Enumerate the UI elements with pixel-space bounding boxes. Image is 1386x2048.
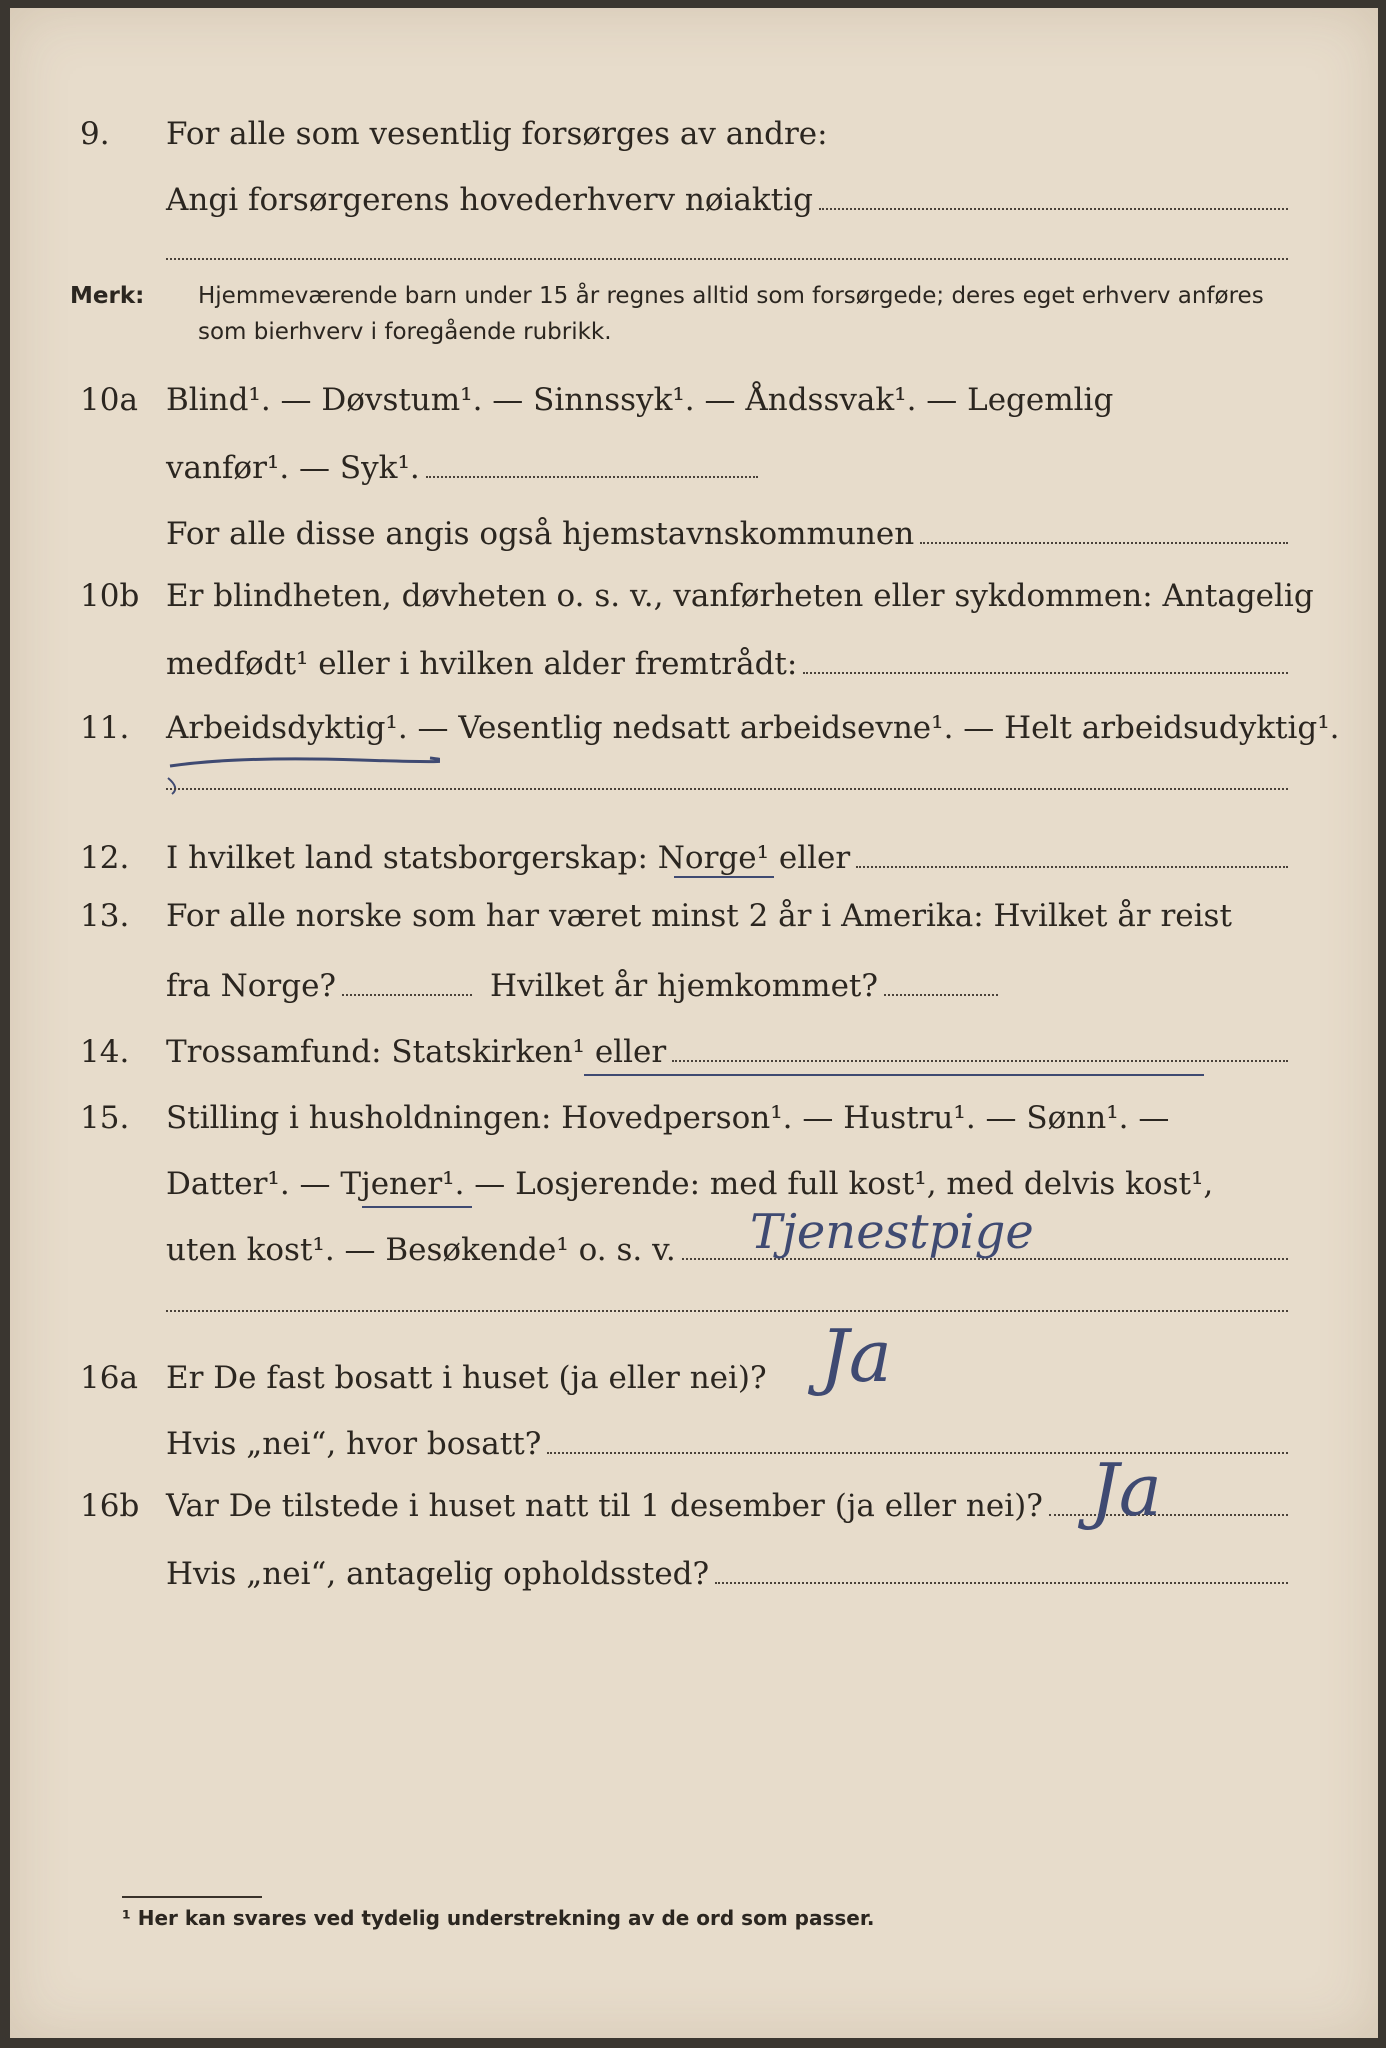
q13-row xyxy=(80,896,1288,936)
q10b-number: 10b xyxy=(80,578,140,614)
q16a-number: 16a xyxy=(80,1360,138,1396)
q15-extra-line[interactable] xyxy=(166,1310,1288,1312)
q10b-row xyxy=(80,576,1314,616)
q10a-text-3: For alle disse angis også hjemstavnskommunen xyxy=(166,516,915,552)
q15-number: 15. xyxy=(80,1100,130,1136)
q12-answer-line[interactable] xyxy=(856,866,1288,868)
q10a-answer-line[interactable] xyxy=(426,476,758,478)
q13-text-2a: fra Norge? xyxy=(166,968,337,1004)
q15-text-2: Datter¹. — Tjener¹. — Losjerende: med full kost¹, med delvis kost¹, xyxy=(166,1166,1214,1202)
q9-row xyxy=(80,114,1288,154)
q9-extra-line[interactable] xyxy=(166,258,1288,260)
q14-answer-line[interactable] xyxy=(672,1060,1288,1062)
q13-text-1: For alle norske som har været minst 2 år i Amerika: Hvilket år reist xyxy=(166,898,1232,934)
q13-reist-line[interactable] xyxy=(342,994,472,996)
q15-row-2 xyxy=(80,1164,1288,1204)
q16a-row xyxy=(80,1358,767,1398)
q15-tjener-underline xyxy=(362,1206,472,1208)
q16b-opholdssted-line[interactable] xyxy=(715,1582,1288,1584)
q13-row-2 xyxy=(80,966,998,1006)
q15-text-3: uten kost¹. — Besøkende¹ o. s. v. xyxy=(166,1232,676,1268)
q10a-row-2 xyxy=(80,448,758,488)
q13-text-2b: Hvilket år hjemkommet? xyxy=(490,968,879,1004)
q10b-answer-line[interactable] xyxy=(803,672,1288,674)
q10b-row-2 xyxy=(80,644,1288,684)
q11-number: 11. xyxy=(80,710,130,746)
q10b-text-1: Er blindheten, døvheten o. s. v., vanførheten eller sykdommen: Antagelig xyxy=(166,578,1314,614)
q12-row xyxy=(80,838,1288,878)
q15-text-1: Stilling i husholdningen: Hovedperson¹. — Hustru¹. — Sønn¹. — xyxy=(166,1100,1170,1136)
q16b-answer-line[interactable] xyxy=(1049,1514,1288,1516)
footnote-rule xyxy=(122,1896,262,1898)
q9-number: 9. xyxy=(80,116,110,152)
q14-handwritten-line xyxy=(584,1074,1204,1076)
q13-hjemkommet-line[interactable] xyxy=(884,994,998,996)
q11-handwritten-underline xyxy=(160,748,440,798)
merk-text: Hjemmeværende barn under 15 år regnes alltid som forsørgede; deres eget erhverv anføres som bierhverv i foregående rubrikk. xyxy=(198,283,1264,345)
q16a-handwritten-answer: Ja xyxy=(820,1314,892,1398)
q9-text-1: For alle som vesentlig forsørges av andre: xyxy=(166,116,828,152)
q16b-row-2 xyxy=(80,1554,1288,1594)
q12-number: 12. xyxy=(80,840,130,876)
merk-note xyxy=(70,278,1288,350)
q15-row-3 xyxy=(80,1230,1288,1270)
q10a-text-1: Blind¹. — Døvstum¹. — Sinnssyk¹. — Åndssvak¹. — Legemlig xyxy=(166,382,1114,418)
q11-row xyxy=(80,708,1340,748)
q14-row xyxy=(80,1032,1288,1072)
q16a-text-1: Er De fast bosatt i huset (ja eller nei)? xyxy=(166,1360,767,1396)
footnote: ¹ Her kan svares ved tydelig understrekning av de ord som passer. xyxy=(122,1906,875,1930)
form-page xyxy=(10,8,1378,2038)
q12-norge-underline xyxy=(674,876,774,878)
q9-row-2 xyxy=(80,180,1288,220)
q16a-text-2: Hvis „nei“, hvor bosatt? xyxy=(166,1426,542,1462)
q10b-text-2: medfødt¹ eller i hvilken alder fremtrådt: xyxy=(166,646,798,682)
q10a-kommune-line[interactable] xyxy=(920,542,1288,544)
q14-number: 14. xyxy=(80,1034,130,1070)
q11-text-1: Arbeidsdyktig¹. — Vesentlig nedsatt arbeidsevne¹. — Helt arbeidsudyktig¹. xyxy=(166,710,1340,746)
q10a-text-2: vanfør¹. — Syk¹. xyxy=(166,450,420,486)
q9-answer-line[interactable] xyxy=(819,208,1288,210)
q15-handwritten-answer: Tjenestpige xyxy=(750,1204,1034,1260)
q10a-number: 10a xyxy=(80,382,138,418)
q12-text-1: I hvilket land statsborgerskap: Norge¹ eller xyxy=(166,840,851,876)
q10a-row-3 xyxy=(80,514,1288,554)
q16a-bosatt-line[interactable] xyxy=(547,1452,1288,1454)
q14-text-1: Trossamfund: Statskirken¹ eller xyxy=(166,1034,667,1070)
q13-number: 13. xyxy=(80,898,130,934)
q10a-row xyxy=(80,380,1288,420)
q16b-number: 16b xyxy=(80,1488,140,1524)
q16b-text-1: Var De tilstede i huset natt til 1 desember (ja eller nei)? xyxy=(166,1488,1043,1524)
q16b-handwritten-answer: Ja xyxy=(1090,1448,1162,1532)
merk-label: Merk: xyxy=(70,283,145,309)
q15-row xyxy=(80,1098,1288,1138)
q16b-text-2: Hvis „nei“, antagelig opholdssted? xyxy=(166,1556,710,1592)
q11-extra-line[interactable] xyxy=(166,788,1288,790)
q9-text-2: Angi forsørgerens hovederhverv nøiaktig xyxy=(166,182,813,218)
